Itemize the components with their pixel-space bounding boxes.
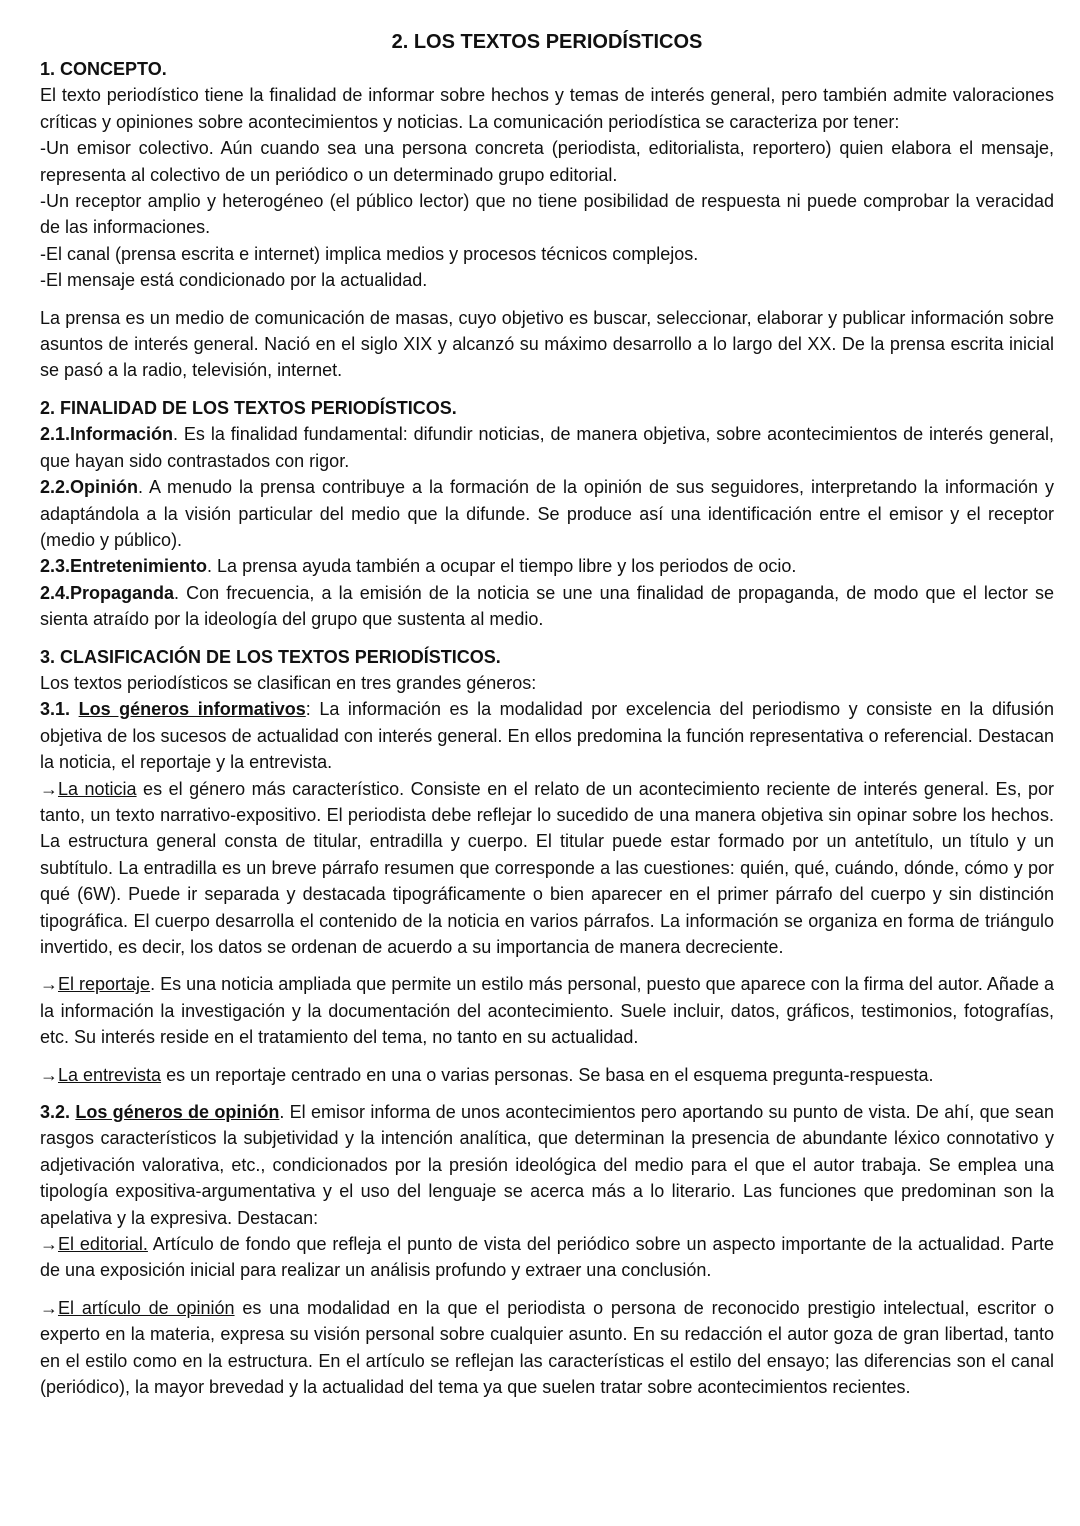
arrow-icon: → xyxy=(40,1234,58,1255)
section-1-item: -El mensaje está condicionado por la actualidad. xyxy=(40,270,428,291)
entrevista-paragraph xyxy=(40,1062,1054,1088)
genre-text: . Es una noticia ampliada que permite un estilo más personal, puesto que aparece con la firma del autor. Añade a la información la investigación y la documentación del acontecimiento. Suele incluir, datos, gráficos, testimonios, fotografías, etc. Su interés reside en el tratamiento del tema, no tanto en su actualidad. xyxy=(40,974,1054,1048)
section-3-intro: Los textos periodísticos se clasifican en tres grandes géneros: xyxy=(40,672,537,693)
genre-text: . El emisor informa de unos acontecimientos pero aportando su punto de vista. De ahí, que sean rasgos característicos la subjetividad y la intención analítica, que determinan la presencia de abundante léxico connotativo y adjetivación valorativa, etc., condicionados por la presión ideológica del medio para el que el autor trabaja. Se emplea una tipología expositiva-argumentativa y el uso del lenguaje se acerca más a lo literario. Las funciones que predominan son la apelativa y la expresiva. Destacan: xyxy=(40,1102,1054,1228)
section-3-heading: 3. CLASIFICACIÓN DE LOS TEXTOS PERIODÍSTICOS. xyxy=(40,646,501,667)
genre-text: es el género más característico. Consiste en el relato de un acontecimiento reciente de interés general. Es, por tanto, un texto narrativo-expositivo. El periodista debe reflejar lo sucedido de una manera objetiva sin opinar sobre los hechos. La estructura general consta de titular, entradilla y cuerpo. El titular puede estar formado por un antetítulo, un título y un subtítulo. La entradilla es un breve párrafo resumen que corresponde a las cuestiones: quién, qué, cuándo, dónde, cómo y por qué (6W). Puede ir separada y destacada tipográficamente o bien aparecer en el primer párrafo del cuerpo y sin distinción tipográfica. El cuerpo desarrolla el contenido de la noticia en varios párrafos. La información se organiza en forma de triángulo invertido, es decir, los datos se ordenan de acuerdo a su importancia de manera decreciente. xyxy=(40,778,1054,957)
section-2-item xyxy=(40,421,1054,474)
genre-number: 3.1. xyxy=(40,699,79,720)
section-2-item xyxy=(40,580,1054,633)
item-text: . Es la finalidad fundamental: difundir noticias, de manera objetiva, sobre acontecimientos de interés general, que hayan sido contrastados con rigor. xyxy=(40,424,1054,471)
section-2-heading: 2. FINALIDAD DE LOS TEXTOS PERIODÍSTICOS. xyxy=(40,397,457,418)
genre-text: es una modalidad en la que el periodista o persona de reconocido prestigio intelectual, escritor o experto en la materia, expresa su visión personal sobre cualquier asunto. En su redacción el autor goza de gran libertad, tanto en el estilo como en la estructura. En el artículo se reflejan las características el estilo del ensayo; las diferencias son el canal (periódico), la mayor brevedad y la actualidad del tema ya que suelen tratar sobre acontecimientos recientes. xyxy=(40,1297,1055,1398)
reportaje-paragraph xyxy=(40,971,1054,1050)
genre-text: es un reportaje centrado en una o varias personas. Se basa en el esquema pregunta-respuesta. xyxy=(161,1064,934,1085)
section-1-item: -Un emisor colectivo. Aún cuando sea una persona concreta (periodista, editorialista, reportero) quien elabora el mensaje, representa al colectivo de un periódico o un determinado grupo editorial. xyxy=(40,138,1054,185)
opinion-genres-paragraph xyxy=(40,1099,1054,1231)
section-2-item xyxy=(40,553,1054,579)
genre-label: La entrevista xyxy=(58,1064,162,1085)
genre-text: : La información es la modalidad por excelencia del periodismo y consiste en la difusión objetiva de los sucesos de actualidad con interés general. En ellos predomina la función representativa o referencial. Destacan la noticia, el reportaje y la entrevista. xyxy=(40,699,1055,773)
section-1-item: -El canal (prensa escrita e internet) implica medios y procesos técnicos complejos. xyxy=(40,243,699,264)
item-text: . A menudo la prensa contribuye a la formación de la opinión de sus seguidores, interpretando la información y adaptándola a la visión particular del medio que la difunde. Se produce así una identificación entre el emisor y el receptor (medio y público). xyxy=(40,477,1054,550)
genre-label: El editorial. xyxy=(58,1234,148,1255)
genre-number: 3.2. xyxy=(40,1102,76,1123)
item-label: 2.2.Opinión xyxy=(40,477,139,498)
noticia-paragraph xyxy=(40,776,1054,961)
item-text: . La prensa ayuda también a ocupar el tiempo libre y los periodos de ocio. xyxy=(207,556,797,577)
genre-label: El artículo de opinión xyxy=(58,1297,235,1318)
genre-text: Artículo de fondo que refleja el punto de vista del periódico sobre un aspecto importante de la actualidad. Parte de una exposición inicial para realizar un análisis profundo y extraer una conclusión. xyxy=(40,1234,1055,1281)
arrow-icon: → xyxy=(40,1064,58,1085)
genre-label: El reportaje xyxy=(58,974,151,995)
genre-label: Los géneros informativos xyxy=(78,699,306,720)
informative-genres-paragraph xyxy=(40,696,1054,775)
item-label: 2.3.Entretenimiento xyxy=(40,556,208,577)
genre-label: La noticia xyxy=(58,778,137,799)
section-1-paragraph-2: La prensa es un medio de comunicación de masas, cuyo objetivo es buscar, seleccionar, elaborar y publicar información sobre asuntos de interés general. Nació en el siglo XIX y alcanzó su máximo desarrollo a lo largo del XX. De la prensa escrita inicial se pasó a la radio, televisión, internet. xyxy=(40,307,1054,381)
section-1-heading: 1. CONCEPTO. xyxy=(40,59,167,79)
articulo-paragraph xyxy=(40,1295,1054,1401)
section-2-item xyxy=(40,474,1054,553)
genre-label: Los géneros de opinión xyxy=(75,1102,280,1123)
arrow-icon: → xyxy=(40,1297,58,1318)
editorial-paragraph xyxy=(40,1231,1054,1284)
item-label: 2.4.Propaganda xyxy=(40,582,175,603)
section-1-intro: El texto periodístico tiene la finalidad de informar sobre hechos y temas de interés general, pero también admite valoraciones críticas y opiniones sobre acontecimientos y noticias. La comunicación periodística se caracteriza por tener: xyxy=(40,85,1054,132)
item-text: . Con frecuencia, a la emisión de la noticia se une una finalidad de propaganda, de modo que el lector se sienta atraído por la ideología del grupo que sustenta al medio. xyxy=(40,582,1054,630)
document-title: 2. LOS TEXTOS PERIODÍSTICOS xyxy=(391,31,703,53)
arrow-icon: → xyxy=(40,974,58,995)
section-1-item: -Un receptor amplio y heterogéneo (el público lector) que no tiene posibilidad de respuesta ni puede comprobar la veracidad de las informaciones. xyxy=(40,191,1054,238)
arrow-icon: → xyxy=(40,778,58,799)
item-label: 2.1.Información xyxy=(40,424,174,445)
